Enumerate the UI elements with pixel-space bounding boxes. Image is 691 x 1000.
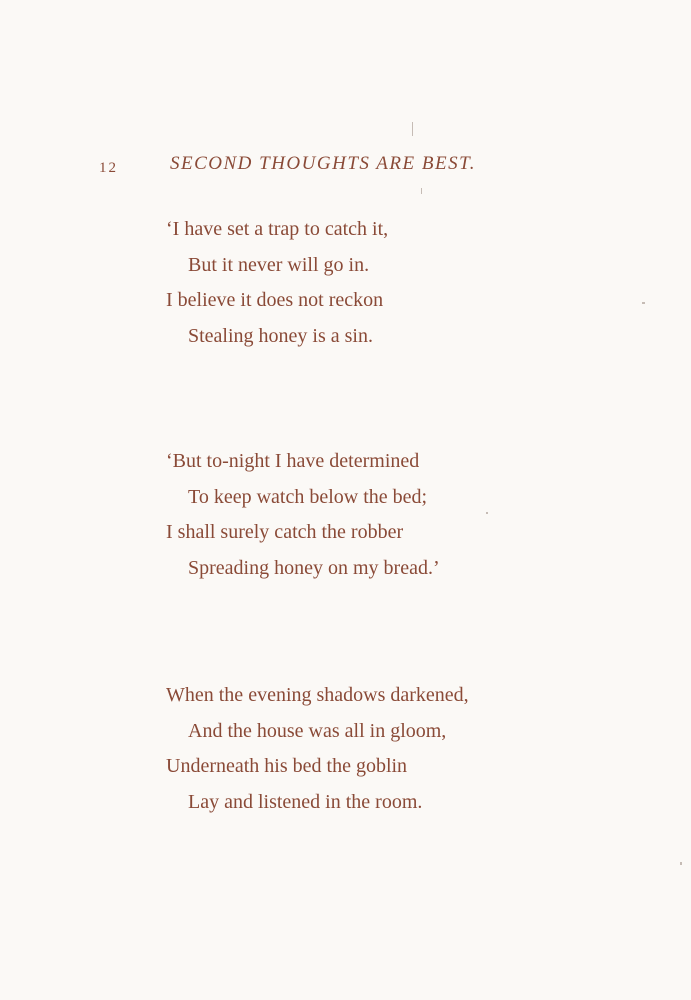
paper-speck	[421, 188, 422, 194]
verse-line: When the evening shadows darkened,	[166, 684, 469, 706]
stanza	[166, 212, 566, 354]
stanza	[166, 444, 566, 586]
verse-line: I shall surely catch the robber	[166, 521, 404, 543]
verse-line: ‘But to-night I have determined	[166, 450, 420, 472]
verse-line: And the house was all in gloom,	[188, 719, 447, 742]
verse-line: ‘I have set a trap to catch it,	[166, 218, 389, 240]
verse-line: Spreading honey on my bread.’	[188, 556, 440, 579]
paper-speck	[680, 862, 682, 865]
verse-line: I believe it does not reckon	[166, 289, 384, 311]
page-number: 12	[99, 160, 118, 176]
verse-line: But it never will go in.	[188, 253, 370, 276]
page-header	[0, 152, 691, 182]
running-title: SECOND THOUGHTS ARE BEST.	[170, 153, 476, 174]
paper-speck	[642, 302, 645, 304]
stanza	[166, 678, 566, 820]
verse-line: Stealing honey is a sin.	[188, 324, 373, 347]
verse-line: Lay and listened in the room.	[188, 790, 423, 813]
verse-line: To keep watch below the bed;	[188, 485, 428, 508]
paper-speck	[412, 122, 413, 136]
verse-line: Underneath his bed the goblin	[166, 755, 408, 777]
